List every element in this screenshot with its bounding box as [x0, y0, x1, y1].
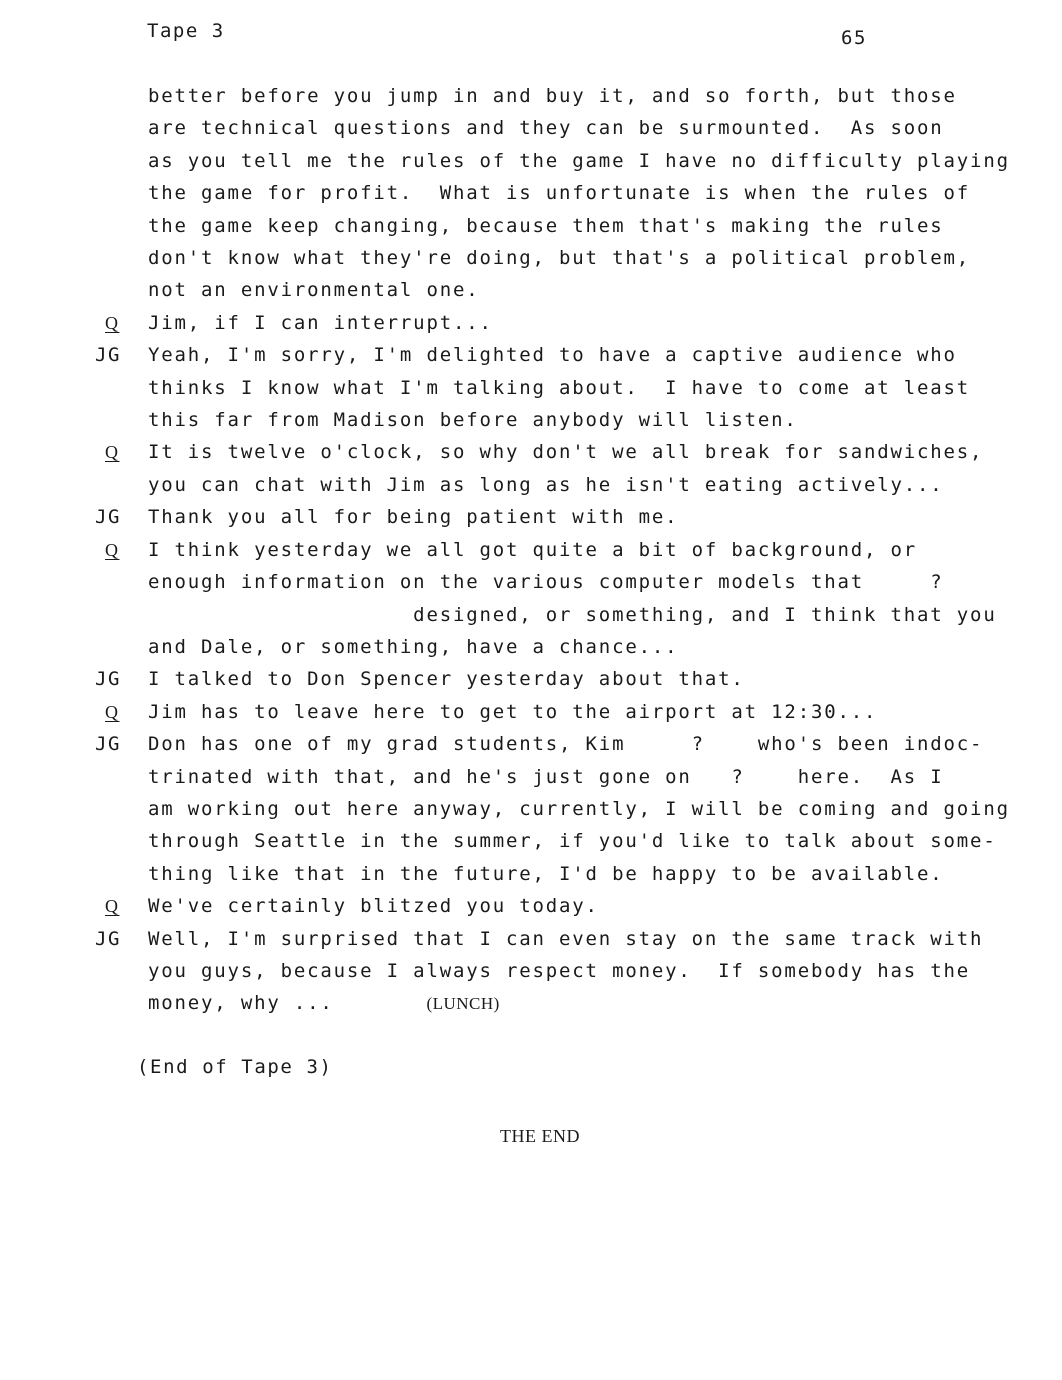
speaker-label: Q [105, 442, 120, 463]
speech-line-text: Yeah, I'm sorry, I'm delighted to have a captive audience who [148, 344, 957, 367]
speech-line-text: better before you jump in and buy it, and so forth, but those [148, 85, 957, 107]
speech-line-text: thing like that in the future, I'd be happy to be available. [148, 862, 944, 885]
speech-line [148, 112, 1062, 144]
speech-line [148, 858, 1062, 890]
speech-line [148, 177, 1062, 209]
speech-line [148, 145, 1062, 177]
speech-line-text: It is twelve o'clock, so why don't we all break for sandwiches, [148, 441, 984, 464]
speech-line [148, 404, 1062, 436]
speech-text [148, 534, 1062, 664]
transcript-entry [0, 663, 1062, 695]
speech-line-text: money, why ... [148, 992, 427, 1015]
speech-line-text: enough information on the various computer models that ? [148, 571, 944, 594]
speech-line [148, 663, 1062, 695]
lunch-note: (LUNCH) [426, 994, 500, 1014]
speech-line-text: as you tell me the rules of the game I have no difficulty playing [148, 149, 1010, 172]
speech-line-text: and Dale, or something, have a chance... [148, 635, 679, 658]
speech-line-text: Well, I'm surprised that I can even stay on the same track with [148, 927, 984, 950]
speech-line [148, 793, 1062, 825]
speech-line-text: don't know what they're doing, but that's a political problem, [148, 247, 971, 270]
speaker-label: Q [105, 539, 120, 560]
speaker-label: JG [95, 733, 121, 756]
speech-line [148, 80, 1062, 112]
speech-line [148, 436, 1062, 468]
transcript-entry [0, 890, 1062, 922]
speech-line [148, 566, 1062, 598]
speech-line-text: through Seattle in the summer, if you'd like to talk about some- [148, 830, 997, 853]
transcript-entry [0, 339, 1062, 436]
speech-line-text: We've certainly blitzed you today. [148, 895, 599, 918]
speaker-label: JG [95, 506, 121, 529]
speech-line [148, 307, 1062, 339]
speech-line [148, 825, 1062, 857]
speech-line [148, 955, 1062, 987]
speech-line [148, 890, 1062, 922]
speech-line-text: Jim has to leave here to get to the airport at 12:30... [148, 700, 878, 723]
speech-line-text: am working out here anyway, currently, I will be coming and going [148, 797, 1010, 820]
speech-line [148, 631, 1062, 663]
speech-line [148, 728, 1062, 760]
speech-line-text: you guys, because I always respect money. If somebody has the [148, 959, 971, 982]
transcript-entry [0, 923, 1062, 1021]
speech-line [148, 210, 1062, 242]
speech-line-text: trinated with that, and he's just gone on ? here. As I [148, 765, 944, 788]
speech-line [148, 987, 1062, 1020]
speech-line-text: you can chat with Jim as long as he isn't eating actively... [148, 473, 944, 496]
speech-line-text: the game keep changing, because them that's making the rules [148, 214, 944, 237]
speech-text [148, 923, 1062, 1021]
transcript-entry [0, 534, 1062, 664]
speech-line-text: Jim, if I can interrupt... [148, 311, 493, 334]
speech-line-text: thinks I know what I'm talking about. I have to come at least [148, 376, 971, 399]
speaker-label: JG [95, 927, 121, 950]
speaker-label: Q [105, 701, 120, 722]
speech-line-text: I talked to Don Spencer yesterday about that. [148, 668, 745, 691]
speech-line-text: the game for profit. What is unfortunate is when the rules of [148, 182, 971, 205]
page-number: 65 [841, 27, 867, 49]
speech-line [148, 339, 1062, 371]
speech-text [148, 696, 1062, 728]
transcript-entry [0, 80, 1062, 307]
speech-text [148, 663, 1062, 695]
speech-line-text: this far from Madison before anybody will listen. [148, 409, 798, 432]
speech-line [148, 501, 1062, 533]
speech-text [148, 80, 1062, 307]
speech-line [148, 372, 1062, 404]
speech-line-text: Don has one of my grad students, Kim ? who's been indoc- [148, 733, 984, 756]
speech-line [148, 696, 1062, 728]
speech-line-text: Thank you all for being patient with me. [148, 506, 679, 529]
speech-text [148, 728, 1062, 890]
speech-text [148, 501, 1062, 533]
speech-line-text: are technical questions and they can be surmounted. As soon [148, 117, 944, 140]
speech-line [148, 923, 1062, 955]
transcript-entry [0, 501, 1062, 533]
speaker-label: Q [105, 312, 120, 333]
speech-line-text: designed, or something, and I think that you [148, 603, 997, 626]
speech-text [148, 890, 1062, 922]
speech-line [148, 274, 1062, 306]
speech-text [148, 307, 1062, 339]
end-of-tape-note: (End of Tape 3) [137, 1056, 333, 1078]
speech-line [148, 469, 1062, 501]
tape-label: Tape 3 [147, 20, 225, 42]
speech-line-text: not an environmental one. [148, 279, 480, 302]
speech-line [148, 599, 1062, 631]
speaker-label: JG [95, 668, 121, 691]
speaker-label: Q [105, 896, 120, 917]
transcript-body [0, 80, 1062, 1021]
speech-text [148, 436, 1062, 501]
speech-line [148, 242, 1062, 274]
transcript-entry [0, 436, 1062, 501]
speech-text [148, 339, 1062, 436]
speaker-label: JG [95, 344, 121, 367]
transcript-entry [0, 728, 1062, 890]
the-end-heading: THE END [500, 1126, 580, 1146]
speech-line [148, 534, 1062, 566]
transcript-entry [0, 696, 1062, 728]
speech-line [148, 761, 1062, 793]
transcript-entry [0, 307, 1062, 339]
speech-line-text: I think yesterday we all got quite a bit of background, or [148, 538, 918, 561]
